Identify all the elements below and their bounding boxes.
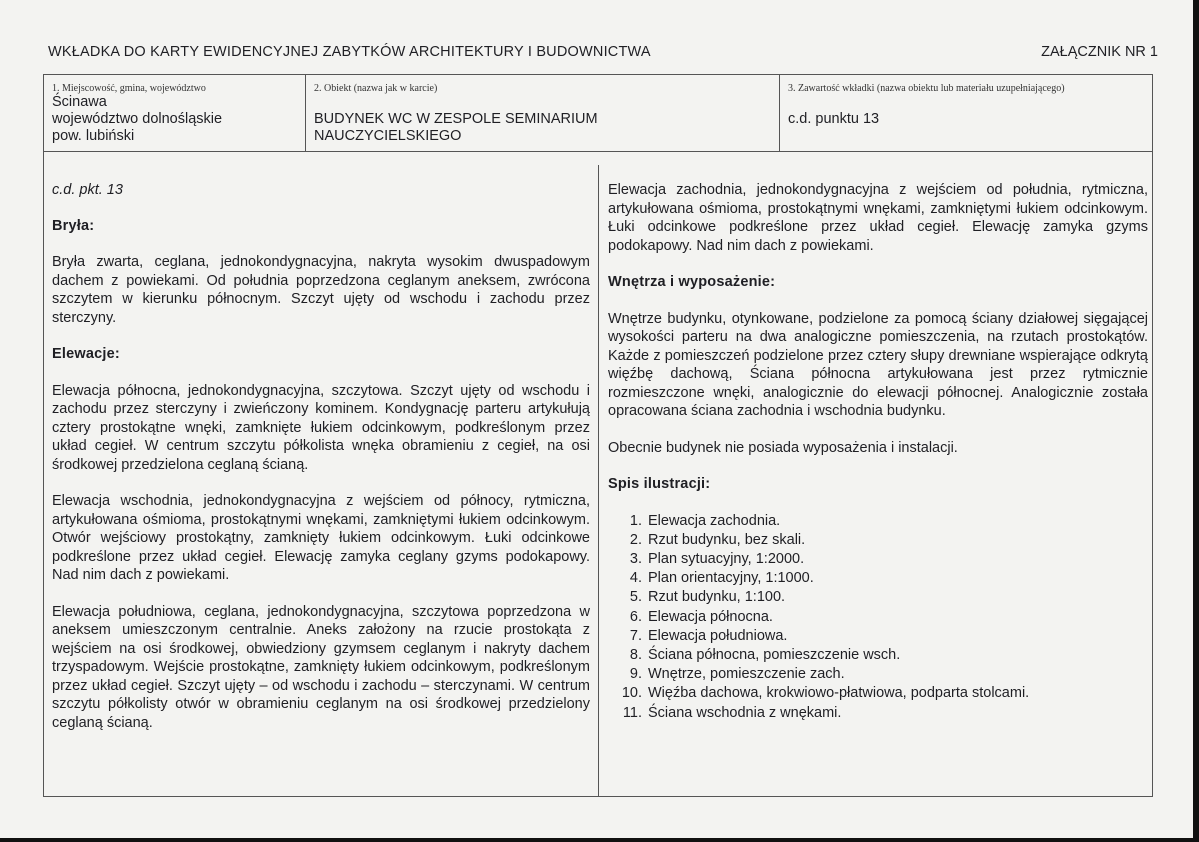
list-item: 1. Elewacja zachodnia.	[629, 512, 781, 529]
right-column	[608, 181, 1148, 723]
illustration-list	[608, 512, 1148, 723]
scan-edge-right	[1193, 0, 1199, 842]
elewacje-heading: Elewacje:	[52, 346, 120, 362]
wnetrza-heading: Wnętrza i wyposażenie:	[608, 274, 776, 290]
elewacja-wschodnia-text: Elewacja wschodnia, jednokondygnacyjna z wejściem od północy, rytmiczna, artykułowana ośmioma, prostokątnymi wnękami, zamkniętymi łukiem odcinkowym. Otwór wejściowy prostokątny, zamknięty łukiem odcinkowym. Łuki odcinkowe podkreślone przez układ cegieł. Elewację zamyka ceglany gzyms podokapowy. Nad nim dach z powiekami.	[52, 493, 590, 583]
spis-heading: Spis ilustracji:	[608, 476, 711, 492]
bryla-text: Bryła zwarta, ceglana, jednokondygnacyjna, nakryta wysokim dwuspadowym dachem z powiekami. Od południa poprzedzona ceglanym aneksem, zwrócona szczytem w kierunku północnym. Szczyt ujęty od wschodu i zachodu przez sterczyny.	[52, 254, 590, 326]
object-label: 2. Obiekt (nazwa jak w karcie)	[314, 83, 438, 94]
location-label: 1. Miejscowość, gmina, województwo	[52, 83, 206, 94]
object-value	[314, 111, 771, 145]
list-item: 4. Plan orientacyjny, 1:1000.	[629, 570, 814, 587]
bryla-heading: Bryła:	[52, 217, 95, 234]
location-cell	[44, 75, 306, 151]
elewacja-polnocna-text: Elewacja północna, jednokondygnacyjna, szczytowa. Szczyt ujęty od wschodu i zachodu przez sterczyny i zwieńczony kominem. Kondygnację parteru artykułują cztery prostokątne wnęki, zamknięte łukiem odcinkowym, podkreślonym przez układ cegieł. W centrum szczytu półkolista wnęka obramieniu z cegieł, na osi środkowej przedzielona ceglaną ścianą.	[52, 382, 590, 473]
contents-value: c.d. punktu 13	[788, 111, 880, 127]
page-header	[48, 44, 1158, 64]
object-line: BUDYNEK WC W ZESPOLE SEMINARIUM	[314, 111, 598, 127]
list-item: 10. Więźba dachowa, krokwiowo-płatwiowa, podparta stolcami.	[621, 685, 1030, 702]
object-line: NAUCZYCIELSKIEGO	[314, 128, 462, 144]
page-title: WKŁADKA DO KARTY EWIDENCYJNEJ ZABYTKÓW ARCHITEKTURY I BUDOWNICTWA	[48, 44, 651, 60]
meta-table	[43, 74, 1153, 152]
list-item: 8. Ściana północna, pomieszczenie wsch.	[629, 646, 901, 663]
contents-value-wrap	[788, 111, 1144, 128]
list-item: 11. Ściana wschodnia z wnękami.	[622, 704, 842, 721]
location-line: pow. lubiński	[52, 128, 135, 144]
contents-label: 3. Zawartość wkładki (nazwa obiektu lub materiału uzupełniającego)	[788, 83, 1065, 94]
elewacja-poludniowa-text: Elewacja południowa, ceglana, jednokondygnacyjna, szczytowa poprzedzona w aneksem umieszczonym centralnie. Aneks założony na rzucie prostokąta z wejściem na osi środkowej, obwiedziony gzymsem ceglanym i nakryty dachem trzyspadowym. Wejście prostokątne, zamknięty łukiem odcinkowym, podkreślonym przez układ cegieł. Szczyt ujęty – od wschodu i zachodu – sterczynami. W centrum szczytu półkolisty otwór w obramieniu ceglanym na osi środkowej przedzielony ceglaną ścianą.	[52, 603, 590, 731]
column-divider	[598, 165, 599, 797]
list-item: 3. Plan sytuacyjny, 1:2000.	[629, 550, 805, 567]
location-line: Ścinawa	[52, 94, 107, 110]
continuation-ref: c.d. pkt. 13	[52, 182, 123, 198]
list-item: 6. Elewacja północna.	[629, 608, 773, 625]
contents-cell	[780, 75, 1152, 151]
annex-label: ZAŁĄCZNIK NR 1	[1041, 44, 1158, 60]
wnetrza-text: Wnętrze budynku, otynkowane, podzielone za pomocą ściany działowej sięgającej wysokości parteru na dwa analogiczne pomieszczenia, na rzutach prostokątów. Każde z pomieszczeń podzielone przez cztery słupy drewniane wspierające odkrytą więźbę dachową, Ściana północna artykułowana jest przez rytmicznie rozmieszczone wnęki, analogicznie do elewacji północnej. Analogicznie została opracowana ściana zachodnia i wschodnia budynku.	[608, 310, 1148, 419]
list-item: 9. Wnętrze, pomieszczenie zach.	[629, 666, 845, 683]
obecnie-text: Obecnie budynek nie posiada wyposażenia i instalacji.	[608, 439, 958, 456]
scan-edge-bottom	[0, 838, 1199, 842]
object-cell	[306, 75, 780, 151]
left-column	[52, 181, 590, 732]
list-item: 7. Elewacja południowa.	[629, 627, 788, 644]
location-line: województwo dolnośląskie	[52, 111, 223, 127]
elewacja-zachodnia-text: Elewacja zachodnia, jednokondygnacyjna z wejściem od południa, rytmiczna, artykułowana ośmioma, prostokątnymi wnękami, zamkniętymi łukiem odcinkowym. Łuki odcinkowe podkreślone przez układ cegieł. Elewację zamyka gzyms podokapowy. Nad nim dach z powiekami.	[608, 182, 1148, 254]
list-item: 2. Rzut budynku, bez skali.	[629, 531, 806, 548]
list-item: 5. Rzut budynku, 1:100.	[629, 589, 786, 606]
